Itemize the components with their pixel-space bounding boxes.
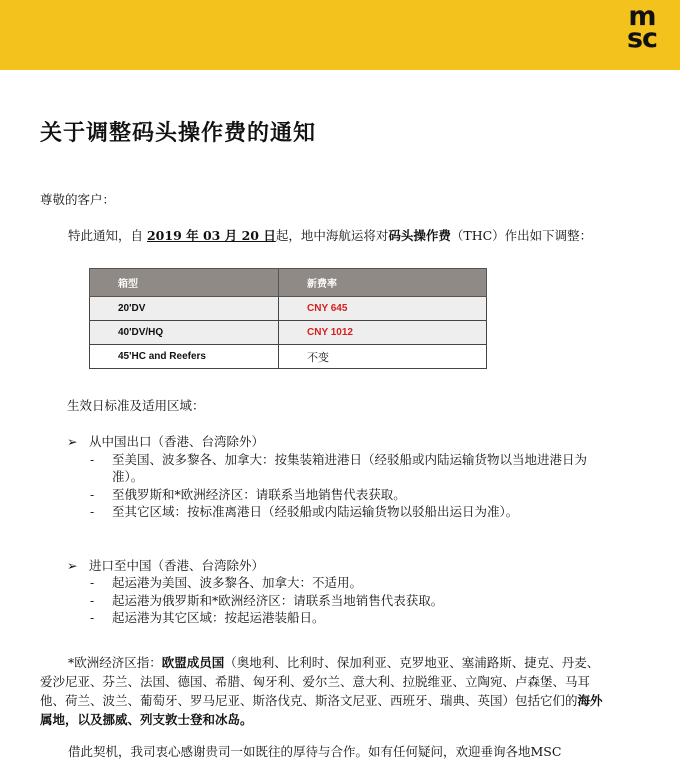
- fee-table: [89, 268, 487, 369]
- arrow-bullet-icon: ➢: [67, 434, 78, 449]
- export-heading: ➢ 从中国出口（香港、台湾除外）: [67, 434, 265, 449]
- rate-value: CNY 645: [279, 297, 487, 321]
- greeting: 尊敬的客户：: [40, 192, 116, 207]
- col-header-type: 箱型: [90, 269, 279, 297]
- import-heading: ➢ 进口至中国（香港、台湾除外）: [67, 558, 265, 573]
- list-item: - 起运港为其它区域：按起运港装船日。: [90, 610, 325, 625]
- msc-logo: m sc: [626, 1, 658, 54]
- effective-date: 2019 年 03 月 20 日: [146, 228, 276, 243]
- table-header-row: [90, 269, 487, 297]
- rate-value: 不变: [279, 345, 487, 369]
- list-item: - 起运港为俄罗斯和*欧洲经济区：请联系当地销售代表获取。: [90, 593, 444, 608]
- page-title: 关于调整码头操作费的通知: [40, 121, 317, 146]
- container-type: 20'DV: [90, 297, 279, 321]
- container-type: 40'DV/HQ: [90, 321, 279, 345]
- col-header-rate: 新费率: [279, 269, 487, 297]
- list-item: - 至美国、波多黎各、加拿大：按集装箱进港日（经驳船或内陆运输货物以当地进港日为准）。: [90, 452, 588, 484]
- section-heading: 生效日标准及适用区域：: [67, 398, 205, 413]
- table-row: [90, 321, 487, 345]
- table-row: [90, 345, 487, 369]
- arrow-bullet-icon: ➢: [67, 558, 78, 573]
- intro-paragraph: 特此通知，自 2019 年 03 月 20 日起，地中海航运将对码头操作费（THC）作出如下调整：: [68, 228, 593, 243]
- container-type: 45'HC and Reefers: [90, 345, 279, 369]
- list-item: - 起运港为美国、波多黎各、加拿大：不适用。: [90, 575, 363, 590]
- header-bar: [0, 0, 680, 70]
- eu-note: *欧洲经济区指：欧盟成员国（奥地利、比利时、保加利亚、克罗地亚、塞浦路斯、捷克、丹麦、爱沙尼亚、芬兰、法国、德国、希腊、匈牙利、爱尔兰、意大利、拉脱维亚、立陶宛、卢森堡、马耳他、荷兰、波兰、葡萄牙、罗马尼亚、斯洛伐克、斯洛文尼亚、西班牙、瑞典、英国）包括它们的海外属地，以及挪威、列支敦士登和冰岛。: [40, 655, 603, 727]
- table-row: [90, 297, 487, 321]
- rate-value: CNY 1012: [279, 321, 487, 345]
- closing-paragraph: 借此契机，我司衷心感谢贵司一如既往的厚待与合作。如有任何疑问，欢迎垂询各地MSC: [68, 744, 562, 759]
- list-item: - 至其它区域：按标准离港日（经驳船或内陆运输货物以驳船出运日为准）。: [90, 504, 519, 519]
- fee-name: 码头操作费: [388, 228, 451, 243]
- list-item: - 至俄罗斯和*欧洲经济区：请联系当地销售代表获取。: [90, 487, 406, 502]
